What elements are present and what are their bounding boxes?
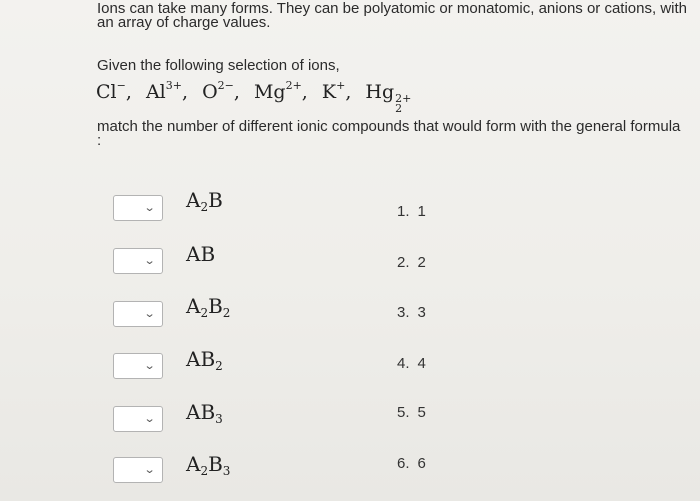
ion-charge: 2+ [285, 79, 302, 92]
ion-charge: − [116, 79, 126, 92]
ion-potassium [322, 79, 345, 103]
ion-symbol: Mg [253, 81, 286, 103]
answer-dropdown-1[interactable] [113, 195, 163, 221]
formula-anion-subscript: 2 [222, 306, 231, 320]
option-5 [397, 404, 426, 421]
chevron-down-icon: ⌄ [143, 202, 156, 214]
match-instruction: match the number of different ionic compounds that would form with the general formula : [97, 118, 681, 149]
chevron-down-icon: ⌄ [143, 308, 156, 320]
formula-cation: A [186, 400, 201, 424]
option-3 [397, 304, 426, 321]
ion-charge: + [336, 79, 346, 92]
ion-separator: , [233, 81, 240, 103]
formula-4 [186, 347, 223, 373]
option-6 [397, 455, 426, 472]
option-number: 1. [397, 203, 410, 220]
ion-separator: , [181, 81, 189, 103]
ion-magnesium [254, 79, 302, 103]
formula-anion: B [200, 400, 216, 424]
option-4 [397, 355, 426, 372]
answer-dropdown-2[interactable] [113, 248, 163, 274]
ion-chloride [96, 79, 126, 103]
option-value: 2 [417, 254, 426, 271]
formula-cation: A [186, 242, 201, 266]
answer-dropdown-6[interactable] [113, 457, 163, 483]
ion-separator: , [125, 81, 132, 103]
option-value: 6 [417, 455, 426, 472]
formula-anion: B [208, 452, 223, 476]
formula-6 [186, 452, 230, 478]
formula-cation-subscript: 2 [200, 200, 209, 214]
formula-cation: A [186, 188, 201, 212]
ion-script-stack [395, 94, 411, 114]
option-number: 5. [397, 404, 410, 421]
ion-symbol: O [202, 81, 218, 103]
formula-cation: A [186, 452, 201, 476]
formula-cation: A [186, 347, 201, 371]
option-value: 5 [417, 404, 426, 421]
chevron-down-icon: ⌄ [143, 413, 156, 425]
ion-symbol: K [321, 81, 337, 103]
answer-dropdown-3[interactable] [113, 301, 163, 327]
chevron-down-icon: ⌄ [143, 464, 156, 476]
ion-charge: 2+ [395, 92, 412, 105]
intro-text: Ions can take many forms. They can be polyatomic or monatomic, anions or cations, with an array of charge values. [97, 0, 687, 31]
ion-mercury [365, 81, 411, 114]
ion-symbol: Al [145, 81, 166, 103]
answer-dropdown-4[interactable] [113, 353, 163, 379]
ion-symbol: Cl [96, 81, 117, 103]
ion-list [96, 79, 411, 114]
formula-cation-subscript: 2 [200, 306, 209, 320]
option-number: 3. [397, 304, 410, 321]
formula-anion-subscript: 3 [222, 464, 231, 478]
ion-oxide [202, 79, 234, 103]
option-value: 1 [417, 203, 426, 220]
formula-anion-subscript: 2 [215, 359, 223, 373]
option-1 [397, 203, 426, 220]
formula-anion: B [208, 294, 223, 318]
formula-2 [186, 242, 215, 268]
option-2 [397, 254, 426, 271]
ion-aluminum [146, 79, 182, 103]
formula-anion-subscript: 3 [215, 412, 223, 426]
given-text: Given the following selection of ions, [97, 57, 340, 74]
option-value: 4 [417, 355, 426, 372]
formula-anion: B [208, 188, 223, 212]
option-number: 4. [397, 355, 410, 372]
formula-3 [186, 294, 230, 320]
option-value: 3 [417, 304, 426, 321]
formula-anion: B [200, 347, 216, 371]
option-number: 6. [397, 455, 410, 472]
formula-cation: A [186, 294, 201, 318]
option-number: 2. [397, 254, 410, 271]
answer-dropdown-5[interactable] [113, 406, 163, 432]
ion-charge: 2− [217, 79, 234, 92]
formula-5 [186, 400, 223, 426]
ion-subscript: 2 [395, 102, 403, 115]
formula-anion: B [200, 242, 216, 266]
formula-1 [186, 188, 223, 214]
ion-separator: , [301, 81, 308, 103]
chevron-down-icon: ⌄ [143, 255, 156, 267]
chevron-down-icon: ⌄ [143, 360, 156, 372]
ion-separator: , [345, 81, 352, 103]
ion-charge: 3+ [165, 79, 182, 92]
formula-cation-subscript: 2 [200, 464, 209, 478]
ion-symbol: Hg [365, 81, 395, 103]
